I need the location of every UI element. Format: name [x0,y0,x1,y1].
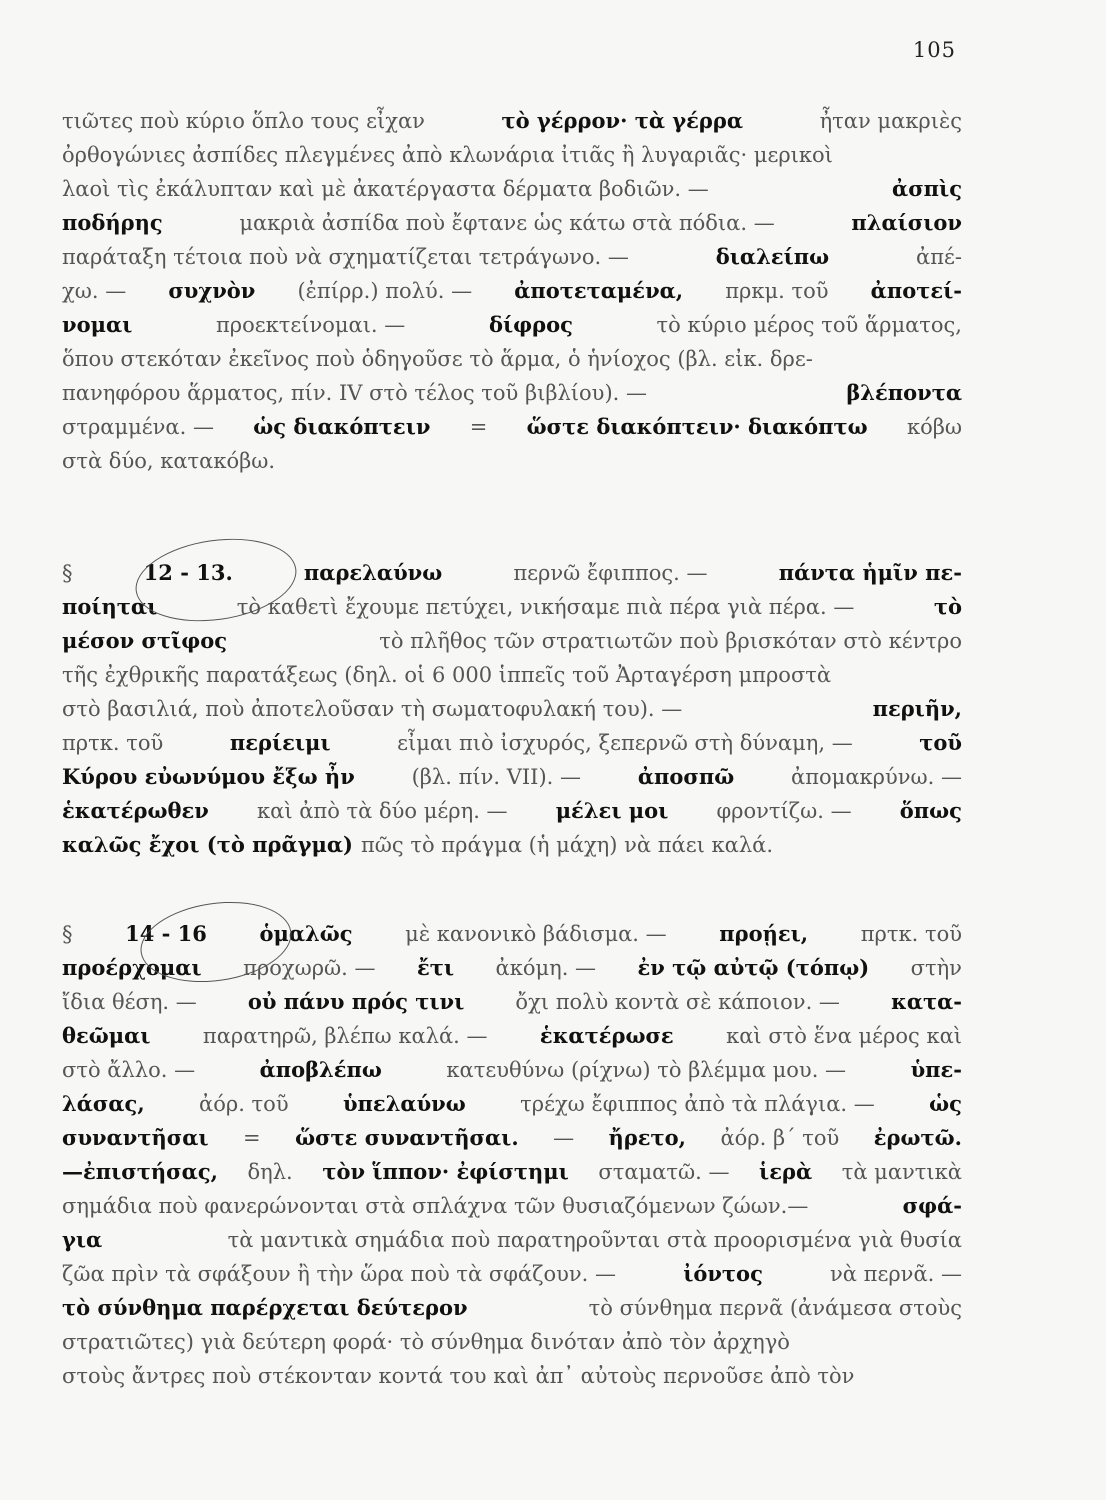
bold-term: θεῶμαι [62,1023,151,1048]
text-line [62,274,962,308]
paragraph-1 [62,104,962,478]
body-text: — [553,1126,575,1150]
text-line [62,172,962,206]
bold-term: μέσον στῖφος [62,628,228,653]
bold-term: ὁμαλῶς [259,921,353,946]
bold-term: νομαι [62,312,133,337]
bold-term: ἑκατέρωθεν [62,798,209,823]
text-line [62,308,962,342]
body-text: ἀκόμη. — [495,956,597,980]
body-text: ὅπου στεκόταν ἐκεῖνος ποὺ ὁδηγοῦσε τὸ ἅρμα, ὁ ἡνίοχος (βλ. εἰκ. δρε- [62,347,813,371]
bold-term: καλῶς ἔχοι (τὸ πρᾶγμα) [62,832,353,857]
bold-term: για [62,1227,103,1252]
body-text: τὸ πλῆθος τῶν στρατιωτῶν ποὺ βρισκόταν στὸ κέντρο [379,629,962,653]
body-text: νὰ περνᾶ. — [830,1262,962,1286]
body-text: στὸ βασιλιά, ποὺ ἀποτελοῦσαν τὴ σωματοφυλακή του). — [62,697,683,721]
text-line [62,410,962,444]
body-text: πρτκ. τοῦ [62,731,164,755]
body-text: ἀόρ. τοῦ [199,1092,289,1116]
bold-term: οὐ πάνυ πρός τινι [247,989,465,1014]
bold-term: —ἐπιστήσας, [62,1159,218,1184]
body-text: ἦταν μακριὲς [819,109,962,133]
bold-term: ὥστε συναντῆσαι. [295,1125,519,1150]
text-line [62,1223,962,1257]
body-text: κατευθύνω (ρίχνω) τὸ βλέμμα μου. — [446,1058,847,1082]
paragraph-3 [62,917,962,1393]
body-text: ὄχι πολὺ κοντὰ σὲ κάποιον. — [515,990,840,1014]
bold-term: βλέποντα [846,380,962,405]
body-text: σταματῶ. — [598,1160,730,1184]
bold-term: ἀποσπῶ [637,764,735,789]
bold-term: τὸ γέρρον· τὰ γέρρα [501,108,744,133]
text-line [62,1359,962,1393]
body-text: πανηφόρου ἅρματος, πίν. IV στὸ τέλος τοῦ βιβλίου). — [62,381,647,405]
body-text: ζῶα πρὶν τὰ σφάξουν ἢ τὴν ὥρα ποὺ τὰ σφάζουν. — [62,1262,617,1286]
body-text: (ἐπίρρ.) πολύ. — [297,279,473,303]
bold-term: πλαίσιον [851,210,962,235]
text-line [62,1121,962,1155]
bold-term: ὡς διακόπτειν [253,414,431,439]
body-text: δηλ. [247,1160,293,1184]
bold-term: σφά- [902,1193,962,1218]
text-line [62,1155,962,1189]
body-text: καὶ ἀπὸ τὰ δύο μέρη. — [257,799,508,823]
body-text: στὴν [910,956,962,980]
bold-term: ἐρωτῶ. [873,1125,962,1150]
text-line [62,794,962,828]
bold-term: ἑκατέρωσε [539,1023,674,1048]
body-text: μὲ κανονικὸ βάδισμα. — [405,922,667,946]
bold-term: λάσας, [62,1091,145,1116]
body-text: πρκμ. τοῦ [725,279,829,303]
text-line [62,376,962,410]
text-line [62,760,962,794]
body-text: στοὺς ἄντρες ποὺ στέκονταν κοντά του καὶ ἀπ᾽ αὐτοὺς περνοῦσε ἀπὸ τὸν [62,1364,855,1388]
text-line [62,240,962,274]
bold-term: ἤρετο, [608,1125,686,1150]
bold-term: συχνὸν [168,278,256,303]
bold-term: ὥστε διακόπτειν· διακόπτω [526,414,868,439]
body-text: μακριὰ ἀσπίδα ποὺ ἔφτανε ὡς κάτω στὰ πόδια. — [239,211,775,235]
bold-term: περιῆν, [872,696,962,721]
text-line [62,828,962,862]
body-text: προχωρῶ. — [243,956,376,980]
body-text: ἀπομακρύνω. — [791,765,962,789]
body-text: στὰ δύο, κατακόβω. [62,449,276,473]
bold-term: τὸ [933,594,962,619]
bold-term: περίειμι [229,730,331,755]
bold-term: δίφρος [488,312,573,337]
text-line [62,985,962,1019]
bold-term: συναντῆσαι [62,1125,209,1150]
bold-term: ὑπελαύνω [342,1091,466,1116]
body-text: φροντίζω. — [716,799,852,823]
body-text: τιῶτες ποὺ κύριο ὅπλο τους εἶχαν [62,109,425,133]
body-text: τὸ καθετὶ ἔχουμε πετύχει, νικήσαμε πιὰ πέρα γιὰ πέρα. — [236,595,855,619]
text-line [62,342,962,376]
bold-term: ποίηται [62,594,158,619]
body-text: τῆς ἐχθρικῆς παρατάξεως (δηλ. οἱ 6 000 ἱππεῖς τοῦ Ἀρταγέρση μπροστὰ [62,663,832,687]
body-text: παρατηρῶ, βλέπω καλά. — [202,1024,488,1048]
body-text: χω. — [62,279,127,303]
bold-term: 12 - 13. [143,560,233,585]
text-line [62,444,962,478]
text-line [62,1325,962,1359]
bold-term: ἰόντος [683,1261,763,1286]
body-text: ἀόρ. β΄ τοῦ [720,1126,840,1150]
body-text: τὰ μαντικὰ σημάδια ποὺ παρατηροῦνται στὰ προορισμένα γιὰ θυσία [227,1228,962,1252]
body-text: κόβω [906,415,962,439]
body-text: σημάδια ποὺ φανερώνονται στὰ σπλάχνα τῶν θυσιαζόμενων ζώων.— [62,1194,809,1218]
page-number: 105 [912,38,956,62]
body-text: στραμμένα. — [62,415,214,439]
bold-term: ὑπε- [910,1057,962,1082]
body-text: πρτκ. τοῦ [860,922,962,946]
body-text: τρέχω ἔφιππος ἀπὸ τὰ πλάγια. — [520,1092,875,1116]
bold-term: ὅπως [899,798,962,823]
text-line [62,1257,962,1291]
body-text: εἶμαι πιὸ ἰσχυρός, ξεπερνῶ στὴ δύναμη, — [397,731,853,755]
body-text: = [469,415,488,439]
text-line [62,1087,962,1121]
bold-term: προέρχομαι [62,955,202,980]
bold-term: πάντα ἡμῖν πε- [778,560,962,585]
bold-term: ἐν τῷ αὐτῷ (τόπῳ) [637,955,870,980]
text-line [62,692,962,726]
bold-term: ἀποτεί- [870,278,962,303]
bold-term: παρελαύνω [303,560,443,585]
text-line [62,726,962,760]
bold-term: ἀσπὶς [892,176,962,201]
text-line [62,1189,962,1223]
body-text: στρατιῶτες) γιὰ δεύτερη φορά· τὸ σύνθημα δινόταν ἀπὸ τὸν ἀρχηγὸ [62,1330,790,1354]
body-text: τὸ κύριο μέρος τοῦ ἅρματος, [656,313,962,337]
text-line [62,658,962,692]
bold-term: κατα- [891,989,962,1014]
bold-term: ἔτι [417,955,455,980]
text-line [62,138,962,172]
text-line [62,1019,962,1053]
body-text: παράταξη τέτοια ποὺ νὰ σχηματίζεται τετράγωνο. — [62,245,629,269]
body-text: ἀπέ- [916,245,962,269]
bold-term: 14 - 16 [125,921,207,946]
body-text: καὶ στὸ ἕνα μέρος καὶ [726,1024,962,1048]
body-text: περνῶ ἔφιππος. — [513,561,708,585]
body-text: (βλ. πίν. VII). — [411,765,582,789]
bold-term: προῄει, [719,921,809,946]
bold-term: ποδήρης [62,210,163,235]
body-text: ἴδια θέση. — [62,990,197,1014]
body-text: § [62,561,73,585]
body-text: στὸ ἄλλο. — [62,1058,196,1082]
bold-term: μέλει μοι [555,798,669,823]
body-text: τὰ μαντικὰ [841,1160,962,1184]
bold-term: ἱερὰ [759,1159,813,1184]
body-text: τὸ σύνθημα περνᾶ (ἀνάμεσα στοὺς [588,1296,962,1320]
text-line [62,624,962,658]
bold-term: ὡς [929,1091,962,1116]
bold-term: τὸν ἵππον· ἐφίστημι [322,1159,569,1184]
bold-term: τὸ σύνθημα παρέρχεται δεύτερον [62,1295,468,1320]
body-text: προεκτείνομαι. — [215,313,406,337]
body-text: § [62,922,73,946]
body-text: ὀρθογώνιες ἀσπίδες πλεγμένες ἀπὸ κλωνάρια ἰτιᾶς ἢ λυγαριᾶς· μερικοὶ [62,143,833,167]
text-line [62,1291,962,1325]
text-line [62,104,962,138]
bold-term: τοῦ [919,730,962,755]
bold-term: ἀποβλέπω [259,1057,382,1082]
bold-term: διαλείπω [715,244,830,269]
bold-term: Κύρου εὐωνύμου ἔξω ἦν [62,764,355,789]
body-text: πῶς τὸ πράγμα (ἡ μάχη) νὰ πάει καλά. [361,833,774,857]
body-text: = [243,1126,261,1150]
bold-term: ἀποτεταμένα, [514,278,684,303]
text-line [62,1053,962,1087]
text-line [62,206,962,240]
body-text: λαοὶ τὶς ἐκάλυπταν καὶ μὲ ἀκατέργαστα δέρματα βοδιῶν. — [62,177,709,201]
